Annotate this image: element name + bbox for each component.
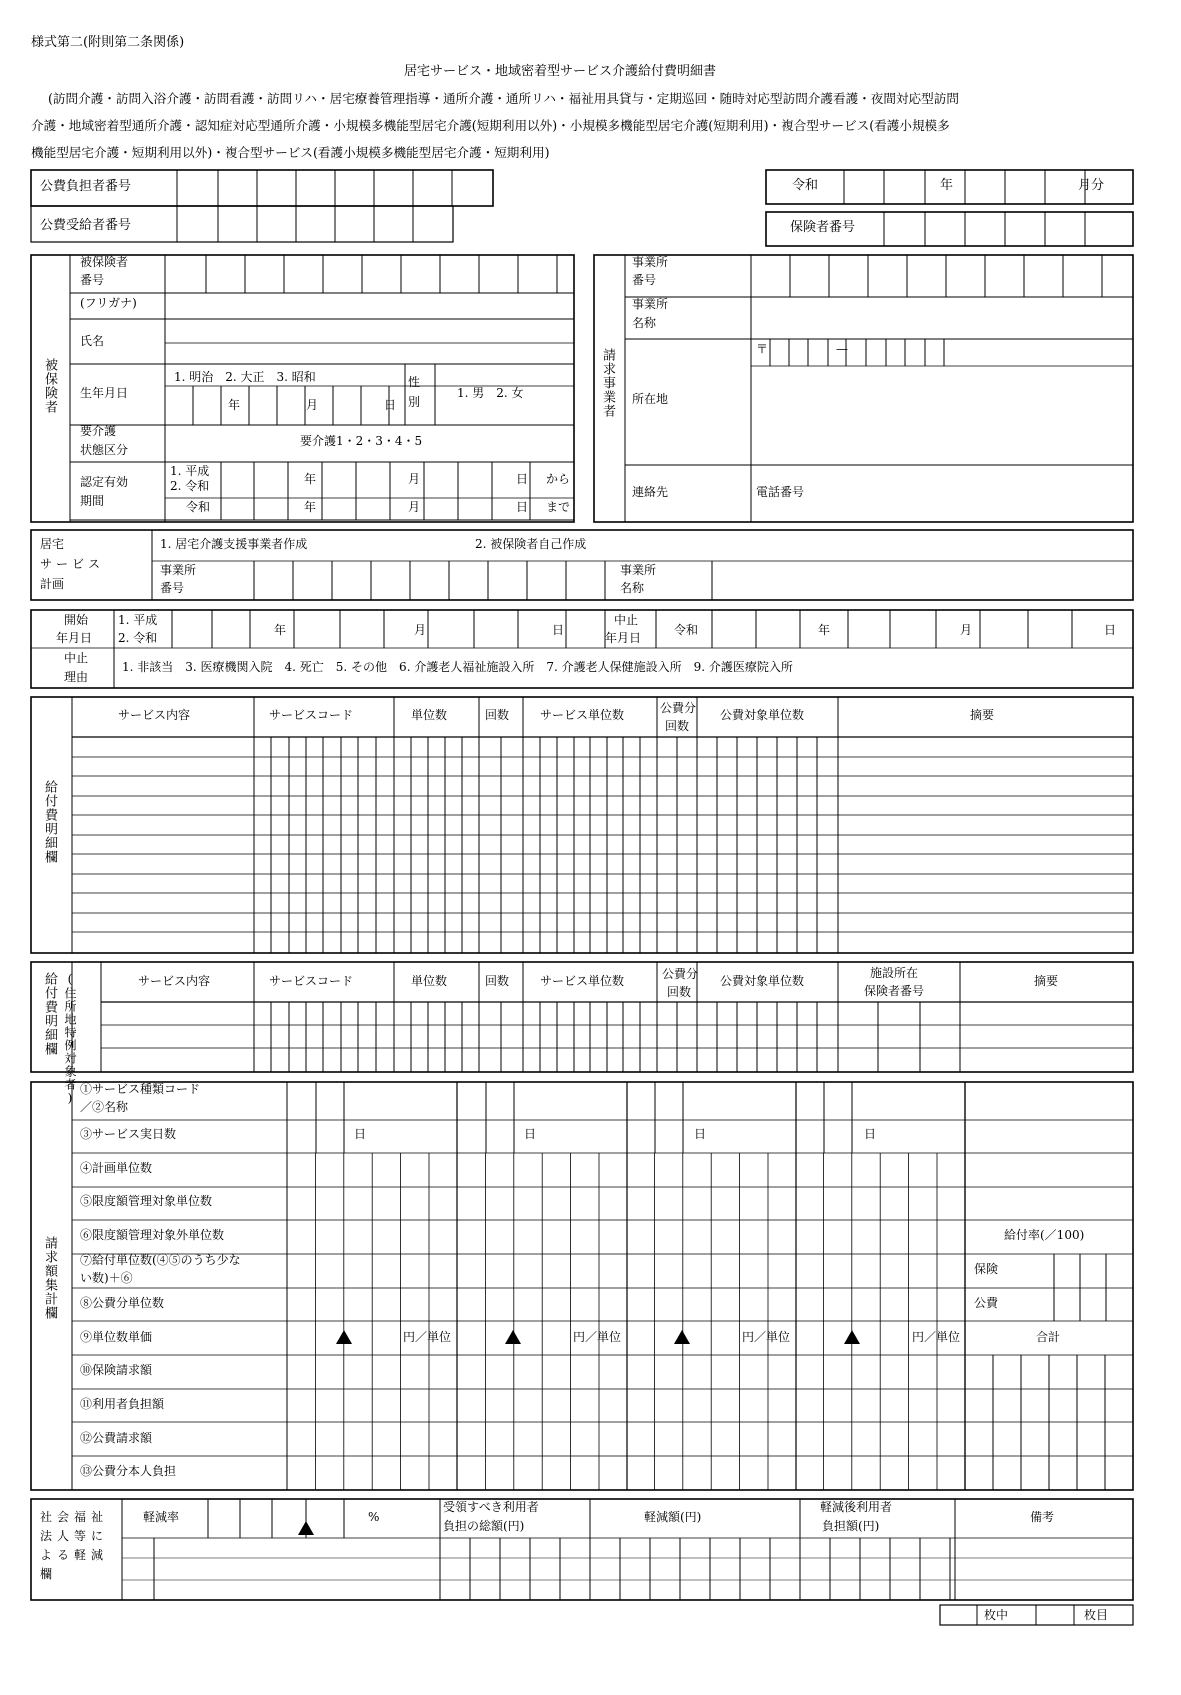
stop-reason-label-2: 理由 [64, 670, 89, 684]
provider-section-label: 請求事業者 [600, 348, 615, 418]
totals-row-3: ③サービス実日数 [80, 1127, 177, 1141]
detail2-sub-label: (住所地特例対象者) [63, 972, 77, 1106]
month-label: 月分 [1078, 178, 1105, 193]
detail-h-content: サービス内容 [118, 708, 191, 722]
insured-section-label: 被保険者 [42, 358, 57, 414]
grid-box-290 [31, 1499, 1133, 1600]
sex-label: 性 [408, 375, 421, 389]
totals-row-9: ⑨単位数単価 [80, 1330, 153, 1344]
social-h1: 受領すべき利用者 [443, 1500, 539, 1514]
plan-label: 居宅 [40, 537, 65, 551]
reduction-rate-label: 軽減率 [143, 1510, 180, 1524]
day-3: 日 [694, 1127, 707, 1141]
detail2-h-kohi: 公費分 [662, 967, 699, 981]
detail-h-kohi-count: 回数 [665, 719, 690, 733]
social-label-3: よる軽減 [40, 1548, 109, 1562]
detail-h-code: サービスコード [269, 708, 354, 722]
yen-unit-3: 円／単位 [742, 1330, 791, 1344]
day-1: 日 [354, 1127, 367, 1141]
stop-date-label-2: 年月日 [605, 631, 642, 645]
period-label-2: 期間 [80, 494, 105, 508]
furigana-label: (フリガナ) [80, 296, 137, 310]
social-h3: 軽減後利用者 [820, 1500, 893, 1514]
social-label-1: 社会福祉 [40, 1510, 109, 1524]
social-h1b: 負担の総額(円) [443, 1519, 525, 1533]
detail2-h-content: サービス内容 [138, 974, 211, 988]
yen-unit-1: 円／単位 [403, 1330, 452, 1344]
totals-row-5: ⑤限度額管理対象単位数 [80, 1194, 213, 1208]
kohi-jukyusha-label: 公費受給者番号 [40, 218, 132, 233]
grid-box-138 [31, 697, 1133, 953]
detail2-h-summary: 摘要 [1034, 974, 1059, 988]
detail-h-summary: 摘要 [970, 708, 995, 722]
detail2-h-kohi-count: 回数 [667, 985, 692, 999]
decimal-point-2 [505, 1330, 521, 1344]
stop-y: 年 [818, 623, 831, 637]
decimal-point-4 [844, 1330, 860, 1344]
totals-row-11: ⑪利用者負担額 [80, 1397, 165, 1411]
office-number-label-2: 番号 [632, 273, 657, 287]
totals-row-10: ⑩保険請求額 [80, 1363, 153, 1377]
day-2: 日 [524, 1127, 537, 1141]
form-id: 様式第二(附則第二条関係) [31, 35, 185, 50]
totals-row-1: ①サービス種類コード [80, 1082, 201, 1096]
care-level-label: 要介護 [80, 424, 117, 438]
totals-row-12: ⑫公費請求額 [80, 1431, 153, 1445]
totals-row-6: ⑥限度額管理対象外単位数 [80, 1228, 225, 1242]
plan-label-3: 計画 [40, 577, 65, 591]
detail2-h-units: 単位数 [411, 974, 448, 988]
rate-hoken-label: 保険 [974, 1262, 999, 1276]
benefit-rate-label: 給付率(／100) [1004, 1228, 1085, 1242]
address-label: 所在地 [632, 392, 669, 406]
detail-h-kohi-units: 公費対象単位数 [720, 708, 805, 722]
kohi-futansha-label: 公費負担者番号 [40, 179, 132, 194]
period-m2: 月 [408, 500, 421, 514]
sex-options: 1. 男 2. 女 [457, 386, 524, 400]
start-label-2: 年月日 [56, 631, 93, 645]
period-era-a: 1. 平成 [170, 464, 210, 478]
grid-box-74 [594, 255, 1133, 522]
birth-m: 月 [306, 398, 319, 412]
birth-label: 生年月日 [80, 386, 129, 400]
yen-unit-2: 円／単位 [573, 1330, 622, 1344]
birth-d: 日 [384, 398, 397, 412]
subtitle-line-2: 介護・地域密着型通所介護・認知症対応型通所介護・小規模多機能型居宅介護(短期利用以外)・小規模多機能型居宅介護(短期利用)・複合型サービス(看護小規模多 [31, 118, 950, 133]
stop-m: 月 [960, 623, 973, 637]
grid-box-227 [31, 1082, 1133, 1490]
social-label-2: 法人等に [40, 1529, 109, 1543]
period-made: まで [546, 500, 571, 514]
birth-y: 年 [228, 398, 241, 412]
grid-box-114 [31, 610, 1133, 688]
totals-row-1b: ／②名称 [80, 1100, 129, 1114]
plan-label-2: サービス [40, 557, 105, 571]
stop-reason-label: 中止 [64, 651, 89, 665]
detail2-h-count: 回数 [485, 974, 510, 988]
start-d: 日 [552, 623, 565, 637]
detail-h-count: 回数 [485, 708, 510, 722]
start-m: 月 [414, 623, 427, 637]
start-y: 年 [274, 623, 287, 637]
decimal-point-3 [674, 1330, 690, 1344]
name-label: 氏名 [80, 334, 105, 348]
phone-label: 電話番号 [756, 485, 805, 499]
totals-section-label: 請求額集計欄 [42, 1236, 57, 1320]
plan-option-1: 1. 居宅介護支援事業者作成 [160, 537, 308, 551]
care-level-label-2: 状態区分 [80, 443, 129, 457]
start-era-b: 2. 令和 [118, 631, 158, 645]
office-name-label-2: 名称 [632, 316, 657, 330]
period-m1: 月 [408, 472, 421, 486]
social-h2: 軽減額(円) [644, 1510, 702, 1524]
period-reiwa: 令和 [186, 500, 211, 514]
stop-d: 日 [1104, 623, 1117, 637]
plan-office-name-label: 事業所 [620, 563, 657, 577]
percent-sign: % [368, 1510, 380, 1524]
detail2-h-facility: 施設所在 [870, 966, 919, 980]
detail-section-label: 給付費明細欄 [42, 780, 57, 864]
plan-office-no-label-2: 番号 [160, 581, 185, 595]
rate-decimal-point [298, 1521, 314, 1535]
subtitle-line-1: (訪問介護・訪問入浴介護・訪問看護・訪問リハ・居宅療養管理指導・通所介護・通所リハ・福祉用具貸与・定期巡回・随時対応型訪問介護看護・夜間対応型訪問 [48, 91, 959, 106]
detail2-h-svc-units: サービス単位数 [540, 974, 625, 988]
period-kara: から [546, 472, 571, 486]
period-label: 認定有効 [80, 475, 129, 489]
care-level-options: 要介護1・2・3・4・5 [300, 434, 423, 448]
stop-reasons: 1. 非該当 3. 医療機関入院 4. 死亡 5. その他 6. 介護老人福祉施設入所 7. 介護老人保健施設入所 9. 介護医療院入所 [122, 660, 793, 674]
stop-reiwa: 令和 [674, 623, 699, 637]
totals-row-7: ⑦給付単位数(④⑤のうち少な [80, 1253, 241, 1267]
detail2-h-kohi-units: 公費対象単位数 [720, 974, 805, 988]
social-h3b: 負担額(円) [822, 1519, 880, 1533]
period-y2: 年 [304, 500, 317, 514]
detail-h-svc-units: サービス単位数 [540, 708, 625, 722]
hokensha-label: 保険者番号 [790, 220, 856, 235]
subtitle-line-3: 機能型居宅介護・短期利用以外)・複合型サービス(看護小規模多機能型居宅介護・短期利用) [31, 145, 550, 160]
totals-row-4: ④計画単位数 [80, 1161, 153, 1175]
contact-label: 連絡先 [632, 485, 669, 499]
reiwa-label: 令和 [792, 178, 819, 193]
detail-h-kohi: 公費分 [660, 701, 697, 715]
year-label: 年 [940, 178, 954, 193]
detail2-h-insurer-no: 保険者番号 [864, 984, 925, 998]
postal-dash: — [836, 342, 848, 356]
stop-date-label: 中止 [614, 613, 639, 627]
period-y1: 年 [304, 472, 317, 486]
day-4: 日 [864, 1127, 877, 1141]
plan-option-2: 2. 被保険者自己作成 [475, 537, 587, 551]
period-d1: 日 [516, 472, 529, 486]
totals-row-7b: い数)＋⑥ [80, 1271, 133, 1285]
detail2-h-code: サービスコード [269, 974, 354, 988]
start-label: 開始 [64, 613, 89, 627]
social-label-4: 欄 [40, 1567, 53, 1581]
birth-eras: 1. 明治 2. 大正 3. 昭和 [174, 370, 316, 384]
start-era-a: 1. 平成 [118, 613, 158, 627]
decimal-point-1 [336, 1330, 352, 1344]
insured-number-label: 被保険者 [80, 255, 129, 269]
insured-number-label-2: 番号 [80, 273, 105, 287]
social-h4: 備考 [1030, 1510, 1055, 1524]
totals-row-13: ⑬公費分本人負担 [80, 1464, 177, 1478]
page-title: 居宅サービス・地域密着型サービス介護給付費明細書 [404, 64, 717, 79]
plan-office-no-label: 事業所 [160, 563, 197, 577]
rate-kohi-label: 公費 [974, 1296, 999, 1310]
detail-h-units: 単位数 [411, 708, 448, 722]
yen-unit-4: 円／単位 [912, 1330, 961, 1344]
total-label: 合計 [1036, 1330, 1061, 1344]
period-era-b: 2. 令和 [170, 479, 210, 493]
office-number-label: 事業所 [632, 255, 669, 269]
sheets-of-label: 枚中 [984, 1608, 1009, 1622]
totals-row-8: ⑧公費分単位数 [80, 1296, 165, 1310]
period-d2: 日 [516, 500, 529, 514]
sheet-number-label: 枚目 [1084, 1608, 1109, 1622]
plan-office-name-label-2: 名称 [620, 581, 645, 595]
office-name-label: 事業所 [632, 297, 669, 311]
postal-mark: 〒 [756, 342, 769, 356]
sex-label-2: 別 [408, 395, 421, 409]
detail2-section-label: 給付費明細欄 [42, 972, 57, 1056]
